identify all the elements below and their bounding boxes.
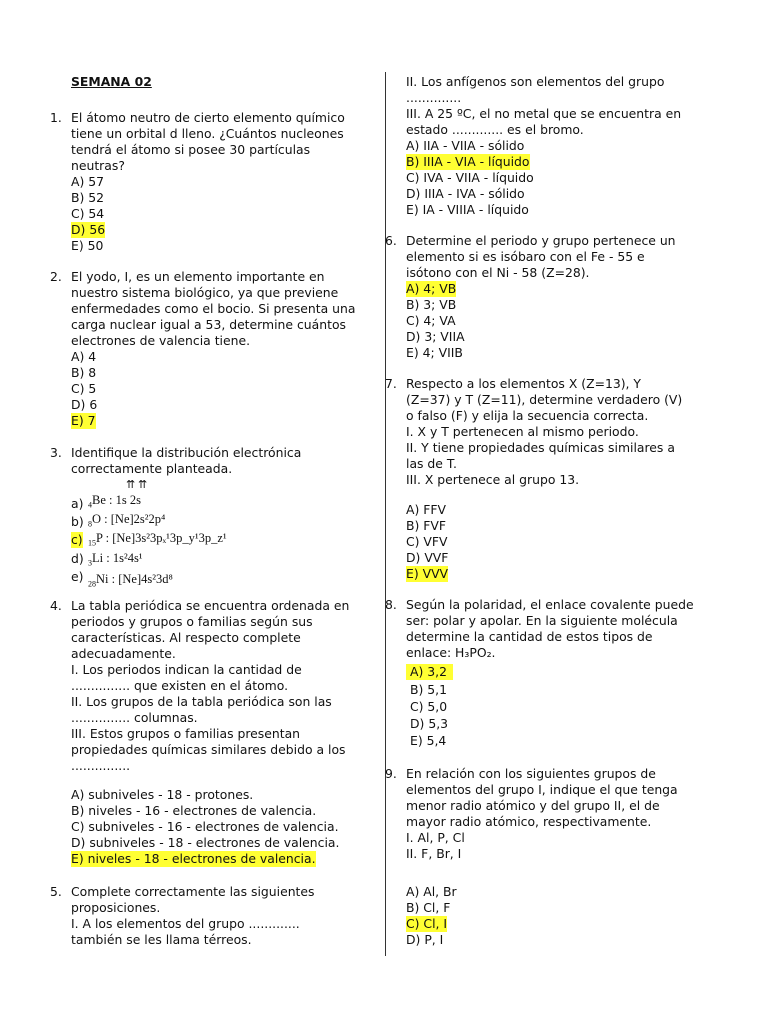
answer-option: C) 54 — [71, 206, 105, 221]
column-divider — [385, 72, 386, 956]
question-number: 2. — [50, 269, 62, 284]
question-text: propiedades químicas similares debido a los — [71, 742, 346, 757]
question-number: 7. — [385, 376, 397, 391]
answer-option: D) 3; VIIA — [406, 329, 465, 344]
answer-option: B) Cl, F — [406, 900, 451, 915]
electron-config: $_3$Li : 1s²4s¹ — [88, 551, 143, 568]
question-text: determine la cantidad de estos tipos de — [406, 629, 653, 644]
correct-option-label: c) — [71, 532, 83, 547]
question-text: enlace: H₃PO₂. — [406, 645, 496, 660]
answer-option: B) 5,1 — [410, 682, 447, 697]
question-text: mayor radio atómico, respectivamente. — [406, 814, 652, 829]
question-number: 6. — [385, 233, 397, 248]
question-text: isótono con el Ni - 58 (Z=28). — [406, 265, 590, 280]
question-text: (Z=37) y T (Z=11), determine verdadero (V) — [406, 392, 683, 407]
question-text: adecuadamente. — [71, 646, 176, 661]
correct-answer-option: A) 3,2 — [406, 664, 453, 680]
question-text: las de T. — [406, 456, 457, 471]
question-text: enfermedades como el bocio. Si presenta una — [71, 301, 356, 316]
question-text: I. Los periodos indican la cantidad de — [71, 662, 302, 677]
answer-option: D) 6 — [71, 397, 98, 412]
answer-option: C) subniveles - 16 - electrones de valencia. — [71, 819, 339, 834]
question-text: también se les llama térreos. — [71, 932, 252, 947]
correct-answer-option: B) IIIA - VIA - líquido — [406, 154, 530, 169]
question-number: 5. — [50, 884, 62, 899]
answer-option: D) 5,3 — [410, 716, 449, 731]
question-text: Respecto a los elementos X (Z=13), Y — [406, 376, 642, 391]
electron-config: $_8$O : [Ne]2s²2p⁴ — [88, 512, 166, 529]
question-text: menor radio atómico y del grupo II, el de — [406, 798, 660, 813]
question-text: I. A los elementos del grupo ............. — [71, 916, 300, 931]
answer-option: C) 5,0 — [410, 699, 448, 714]
answer-option: E) IA - VIIIA - líquido — [406, 202, 529, 217]
answer-option: E) 4; VIIB — [406, 345, 463, 360]
question-text: nuestro sistema biológico, ya que previene — [71, 285, 339, 300]
question-text: Complete correctamente las siguientes — [71, 884, 315, 899]
correct-answer-option: D) 56 — [71, 222, 106, 237]
question-text: electrones de valencia tiene. — [71, 333, 251, 348]
question-text: ............... que existen en el átomo. — [71, 678, 289, 693]
question-text: III. A 25 ºC, el no metal que se encuentra en — [406, 106, 682, 121]
question-text: II. Los grupos de la tabla periódica son las — [71, 694, 332, 709]
answer-option: C) VFV — [406, 534, 448, 549]
question-text: neutras? — [71, 158, 125, 173]
question-text: características. Al respecto complete — [71, 630, 301, 645]
answer-option: D) P, I — [406, 932, 444, 947]
question-text: La tabla periódica se encuentra ordenada en — [71, 598, 350, 613]
question-text: II. F, Br, I — [406, 846, 462, 861]
answer-option: C) IVA - VIIA - líquido — [406, 170, 534, 185]
answer-option: C) 5 — [71, 381, 97, 396]
question-text: ............... columnas. — [71, 710, 198, 725]
question-text: o falso (F) y elija la secuencia correcta. — [406, 408, 649, 423]
question-text: Según la polaridad, el enlace covalente puede — [406, 597, 694, 612]
correct-answer-option: E) niveles - 18 - electrones de valencia. — [71, 851, 316, 866]
question-number: 3. — [50, 445, 62, 460]
answer-option: D) IIIA - IVA - sólido — [406, 186, 525, 201]
question-text: elementos del grupo I, indique el que tenga — [406, 782, 678, 797]
question-number: 8. — [385, 597, 397, 612]
answer-option: D) VVF — [406, 550, 449, 565]
answer-option: D) subniveles - 18 - electrones de valencia. — [71, 835, 340, 850]
answer-option: A) Al, Br — [406, 884, 457, 899]
option-label: d) — [71, 551, 84, 566]
question-text: III. X pertenece al grupo 13. — [406, 472, 580, 487]
question-text: II. Los anfígenos son elementos del grupo — [406, 74, 665, 89]
correct-answer-option: C) Cl, I — [406, 916, 448, 931]
question-text: .............. — [406, 90, 462, 105]
answer-option: A) subniveles - 18 - protones. — [71, 787, 254, 802]
question-number: 4. — [50, 598, 62, 613]
answer-option: E) 50 — [71, 238, 104, 253]
electron-config: $_{28}$Ni : [Ne]4s²3d⁸ — [88, 572, 173, 589]
correct-answer-option: A) 4; VB — [406, 281, 457, 296]
question-text: ser: polar y apolar. En la siguiente molécula — [406, 613, 678, 628]
answer-option: A) 4 — [71, 349, 97, 364]
electron-config: $_{15}$P : [Ne]3s²3pₓ¹3p_y¹3p_z¹ — [88, 531, 227, 548]
option-label: a) — [71, 496, 84, 511]
electron-config: $_4$Be : 1s 2s — [88, 493, 141, 510]
answer-option: B) 52 — [71, 190, 105, 205]
question-text: ............... — [71, 758, 131, 773]
question-text: Identifique la distribución electrónica — [71, 445, 302, 460]
option-label: e) — [71, 569, 84, 584]
question-text: El átomo neutro de cierto elemento químico — [71, 110, 345, 125]
question-text: estado ............. es el bromo. — [406, 122, 584, 137]
question-text: Determine el periodo y grupo pertenece un — [406, 233, 676, 248]
question-text: carga nuclear igual a 53, determine cuántos — [71, 317, 346, 332]
question-text: elemento si es isóbaro con el Fe - 55 e — [406, 249, 645, 264]
answer-option: A) IIA - VIIA - sólido — [406, 138, 525, 153]
question-number: 9. — [385, 766, 397, 781]
answer-option: A) FFV — [406, 502, 446, 517]
orbital-arrows: ⇈ ⇈ — [126, 479, 148, 491]
answer-option: B) 8 — [71, 365, 97, 380]
question-number: 1. — [50, 110, 62, 125]
question-text: En relación con los siguientes grupos de — [406, 766, 656, 781]
question-text: I. X y T pertenecen al mismo periodo. — [406, 424, 639, 439]
answer-option: A) 57 — [71, 174, 105, 189]
option-label: b) — [71, 514, 84, 529]
question-text: proposiciones. — [71, 900, 161, 915]
page-title: SEMANA 02 — [71, 74, 152, 89]
question-text: correctamente planteada. — [71, 461, 233, 476]
answer-option: B) 3; VB — [406, 297, 457, 312]
question-text: III. Estos grupos o familias presentan — [71, 726, 301, 741]
question-text: El yodo, I, es un elemento importante en — [71, 269, 325, 284]
question-text: tiene un orbital d lleno. ¿Cuántos nucleones — [71, 126, 344, 141]
answer-option: B) niveles - 16 - electrones de valencia. — [71, 803, 317, 818]
correct-answer-option: E) VVV — [406, 566, 449, 581]
question-text: II. Y tiene propiedades químicas similares a — [406, 440, 675, 455]
question-text: periodos y grupos o familias según sus — [71, 614, 313, 629]
correct-answer-option: E) 7 — [71, 413, 96, 428]
answer-option: B) FVF — [406, 518, 447, 533]
question-text: I. Al, P, Cl — [406, 830, 465, 845]
answer-option: E) 5,4 — [410, 733, 447, 748]
question-text: tendrá el átomo si posee 30 partículas — [71, 142, 311, 157]
answer-option: C) 4; VA — [406, 313, 456, 328]
